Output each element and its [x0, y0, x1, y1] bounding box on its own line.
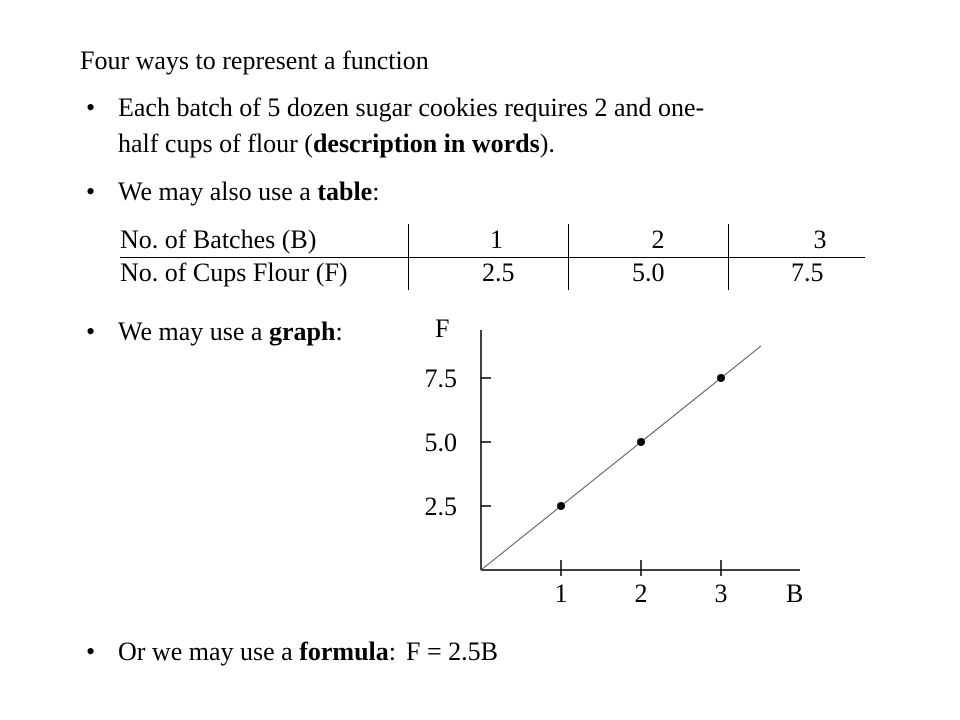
bullet-words-line2-post: ). [539, 129, 555, 158]
bullet-dot: • [86, 637, 96, 666]
bullet-formula-post: : [388, 637, 396, 666]
bullet-words-line2-pre: half cups of flour ( [118, 129, 313, 158]
bullet-dot: • [86, 93, 96, 122]
bullet-table-post: : [372, 177, 380, 206]
table-cell-batches-1: 1 [490, 225, 503, 254]
bullet-formula-pre: Or we may use a [118, 637, 300, 666]
bullet-graph-pre: We may use a [118, 317, 269, 346]
table-cell-batches-3: 3 [813, 225, 827, 254]
table-cell-flour-1: 2.5 [482, 258, 515, 287]
formula-expression: F = 2.5B [406, 637, 498, 666]
bullet-dot: • [86, 317, 96, 346]
bullet-table-pre: We may also use a [118, 177, 318, 206]
bullet-words-emphasis: description in words [312, 129, 540, 158]
table-cell-flour-3: 7.5 [791, 258, 824, 287]
y-tick-label: 7.5 [424, 364, 457, 393]
table-cell-batches-2: 2 [651, 225, 665, 254]
table-row-label-batches: No. of Batches (B) [120, 225, 317, 254]
y-tick-label: 2.5 [424, 492, 457, 521]
bullet-formula-text [118, 634, 498, 670]
bullet-table-emphasis: table [317, 177, 373, 206]
data-point [557, 502, 565, 510]
x-axis-label: B [786, 579, 804, 608]
bullet-formula-emphasis: formula [299, 637, 389, 666]
data-point [717, 374, 725, 382]
bullet-words-line1: Each batch of 5 dozen sugar cookies requires 2 and one- [118, 93, 705, 122]
x-tick-label: 2 [634, 579, 648, 608]
bullet-graph-post: : [335, 317, 343, 346]
y-tick-label: 5.0 [424, 428, 457, 457]
slide-title: Four ways to represent a function [80, 46, 429, 75]
x-tick-label: 3 [714, 579, 728, 608]
bullet-dot: • [86, 177, 96, 206]
bullet-graph-emphasis: graph [268, 317, 336, 346]
y-axis-label: F [435, 314, 450, 343]
table-row-label-flour: No. of Cups Flour (F) [120, 258, 348, 287]
x-tick-label: 1 [554, 579, 568, 608]
table-cell-flour-2: 5.0 [632, 258, 665, 287]
data-point [637, 438, 645, 446]
